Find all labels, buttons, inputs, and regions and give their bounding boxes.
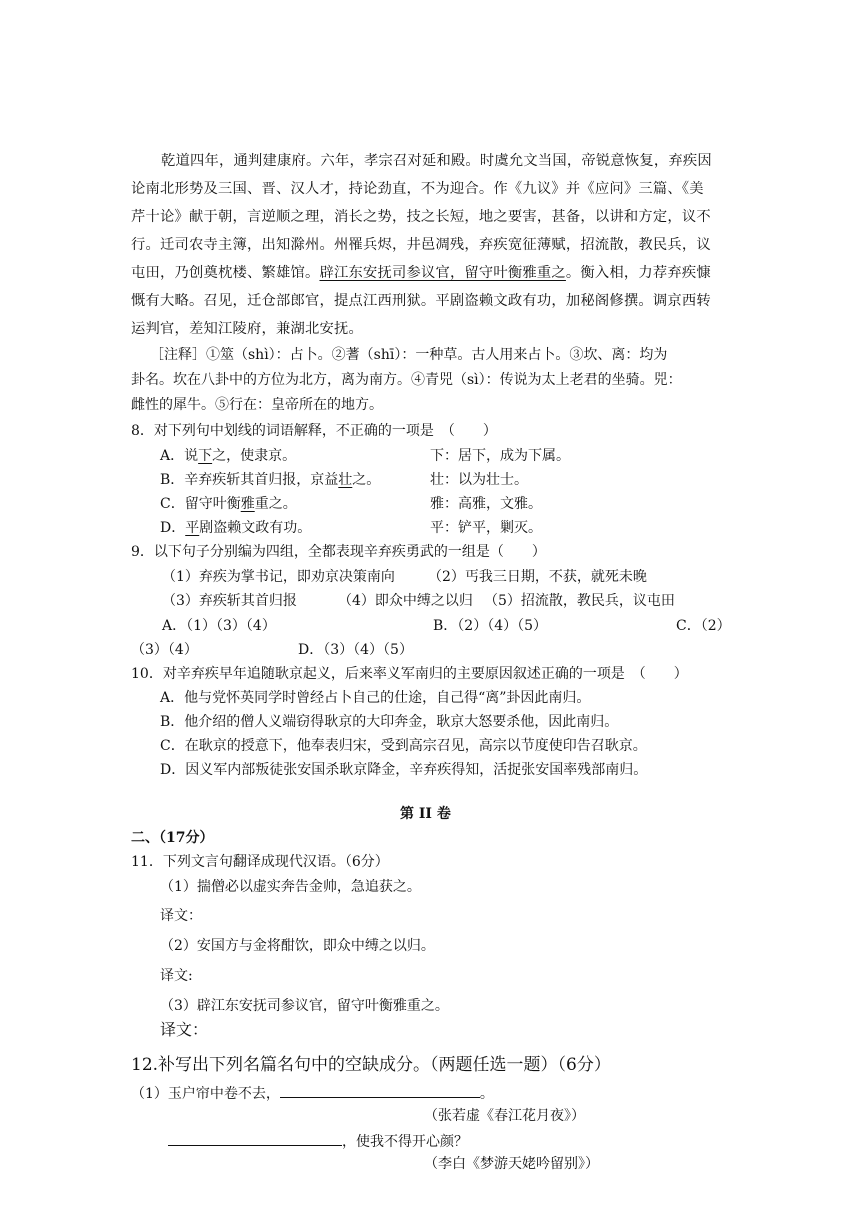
notes-line-3: 雌性的犀牛。⑤行在：皇帝所在的地方。 <box>131 397 383 413</box>
option-text: 剧盗赖文政有功。 <box>199 520 312 536</box>
q8-option-b <box>160 470 380 490</box>
passage-line-4: 行。迁司农寺主簿，出知滁州。州罹兵烬，井邑凋残，弃疾宽征薄赋，招流散，教民兵，议 <box>131 237 711 253</box>
question-11-stem: 11．下列文言句翻译成现代汉语。（6分） <box>131 854 389 870</box>
q11-sentence-1: （1）揣僧必以虚实奔告金帅，急追获之。 <box>160 879 421 895</box>
passage-line-7: 运判官，差知江陵府，兼湖北安抚。 <box>131 321 363 337</box>
q8-option-c-explanation: 雅：高雅，文雅。 <box>430 496 542 512</box>
option-text: B．辛弃疾斩其首归报，京益 <box>160 472 339 488</box>
q11-translation-label-1: 译文： <box>160 908 202 924</box>
option-text: 之。 <box>352 472 381 488</box>
poem-line-end: 。 <box>479 1086 494 1102</box>
option-text: A．说 <box>160 448 199 464</box>
q8-option-b-explanation: 壮：以为壮士。 <box>430 472 528 488</box>
q11-translation-label-3: 译文： <box>160 1020 209 1039</box>
q11-translation-label-2: 译文: <box>160 968 193 984</box>
q8-option-c <box>160 494 297 514</box>
q8-option-a <box>160 446 296 466</box>
q9-sentence-3: （3）弃疾斩其首归报 <box>162 593 297 609</box>
section-heading: 二、（17分） <box>131 830 214 846</box>
option-text: 重之。 <box>254 496 297 512</box>
underlined-word: 壮 <box>338 472 353 488</box>
poem-line-end: ，使我不得开心颜？ <box>342 1134 468 1150</box>
passage-line-6: 慨有大略。召见，迁仓部郎官，提点江西刑狱。平剧盗赖文政有功，加秘阁修撰。调京西转 <box>131 293 711 309</box>
q12-source-1: （张若虚《春江花月夜》） <box>424 1108 585 1124</box>
option-text: C．留守叶衡 <box>160 496 241 512</box>
q11-sentence-3: （3）辟江东安抚司参议官，留守叶衡雅重之。 <box>160 998 449 1014</box>
q9-sentence-4: （4）即众中缚之以归 <box>338 593 473 609</box>
q10-option-d: D．因义军内部叛徒张安国杀耿京降金，辛弃疾得知，活捉张安国率残部南归。 <box>160 762 648 778</box>
passage-text: 屯田，乃创奠枕楼、繁雄馆。 <box>131 265 320 281</box>
answer-blank-1[interactable] <box>280 1082 480 1098</box>
question-8-stem: 8．对下列句中划线的词语解释，不正确的一项是 （ ） <box>131 423 497 439</box>
q9-option-c-continued: （3）（4） <box>131 642 198 658</box>
underlined-word: 下 <box>198 448 213 464</box>
passage-line-1: 乾道四年，通判建康府。六年，孝宗召对延和殿。时虞允文当国，帝锐意恢复，弃疾因 <box>161 153 712 169</box>
underlined-sentence: 辟江东安抚司参议官，留守叶衡雅重之 <box>319 265 566 281</box>
question-12-stem: 12.补写出下列名篇名句中的空缺成分。（两题任选一题）（6分） <box>131 1055 611 1075</box>
option-text: D． <box>160 520 186 536</box>
question-9-stem: 9．以下句子分别编为四组，全都表现辛弃疾勇武的一组是（ ） <box>131 544 546 560</box>
notes-line-2: 卦名。坎在八卦中的方位为北方，离为南方。④青兕（sì）：传说为太上老君的坐骑。兕： <box>131 372 682 388</box>
passage-text: 。衡入相，力荐弃疾慷 <box>565 265 711 281</box>
poem-line-start: （1）玉户帘中卷不去， <box>131 1086 280 1102</box>
q8-option-d-explanation: 平：铲平，剿灭。 <box>430 520 542 536</box>
q10-option-c: C．在耿京的授意下，他奉表归宋，受到高宗召见，高宗以节度使印告召耿京。 <box>160 738 647 754</box>
passage-line-3: 芹十论》献于朝，言逆顺之理，消长之势，技之长短，地之要害，甚备，以讲和方定，议不 <box>131 209 711 225</box>
q9-sentence-2: （2）丐我三日期，不获，就死未晚 <box>428 569 647 585</box>
question-10-stem: 10．对辛弃疾早年追随耿京起义，后来率义军南归的主要原因叙述正确的一项是 （ ） <box>131 666 688 682</box>
section-title: 第 II 卷 <box>400 806 451 822</box>
q9-option-c: C．（2） <box>676 618 731 634</box>
q12-item-1 <box>131 1082 494 1104</box>
q9-option-a: A．（1）（3）（4） <box>162 618 276 634</box>
q12-item-2 <box>168 1130 468 1152</box>
q11-sentence-2: （2）安国方与金将酣饮，即众中缚之以归。 <box>160 938 435 954</box>
passage-line-5 <box>131 263 711 283</box>
q9-option-d: D．（3）（4）（5） <box>298 642 413 658</box>
q8-option-a-explanation: 下：居下，成为下属。 <box>430 448 570 464</box>
underlined-word: 雅 <box>240 496 255 512</box>
notes-line-1: ［注释］①筮（shì）：占卜。②蓍（shī）：一种草。古人用来占卜。③坎、离：均为 <box>150 347 668 363</box>
q10-option-a: A．他与党怀英同学时曾经占卜自己的仕途，自己得“离”卦因此南归。 <box>160 690 591 706</box>
q9-option-b: B．（2）（4）（5） <box>433 618 548 634</box>
q8-option-d <box>160 518 311 538</box>
q10-option-b: B．他介绍的僧人义端窃得耿京的大印奔金，耿京大怒要杀他，因此南归。 <box>160 714 619 730</box>
passage-line-2: 论南北形势及三国、晋、汉人才，持论劲直，不为迎合。作《九议》并《应问》三篇、《美 <box>131 181 704 197</box>
q9-sentence-1: （1）弃疾为掌书记，即劝京决策南向 <box>162 569 395 585</box>
answer-blank-2[interactable] <box>168 1130 342 1146</box>
q12-source-2: （李白《梦游天姥吟留别》） <box>424 1156 599 1172</box>
option-text: 之，使隶京。 <box>212 448 297 464</box>
underlined-word: 平 <box>185 520 200 536</box>
q9-sentence-5: （5）招流散，教民兵，议屯田 <box>484 593 675 609</box>
